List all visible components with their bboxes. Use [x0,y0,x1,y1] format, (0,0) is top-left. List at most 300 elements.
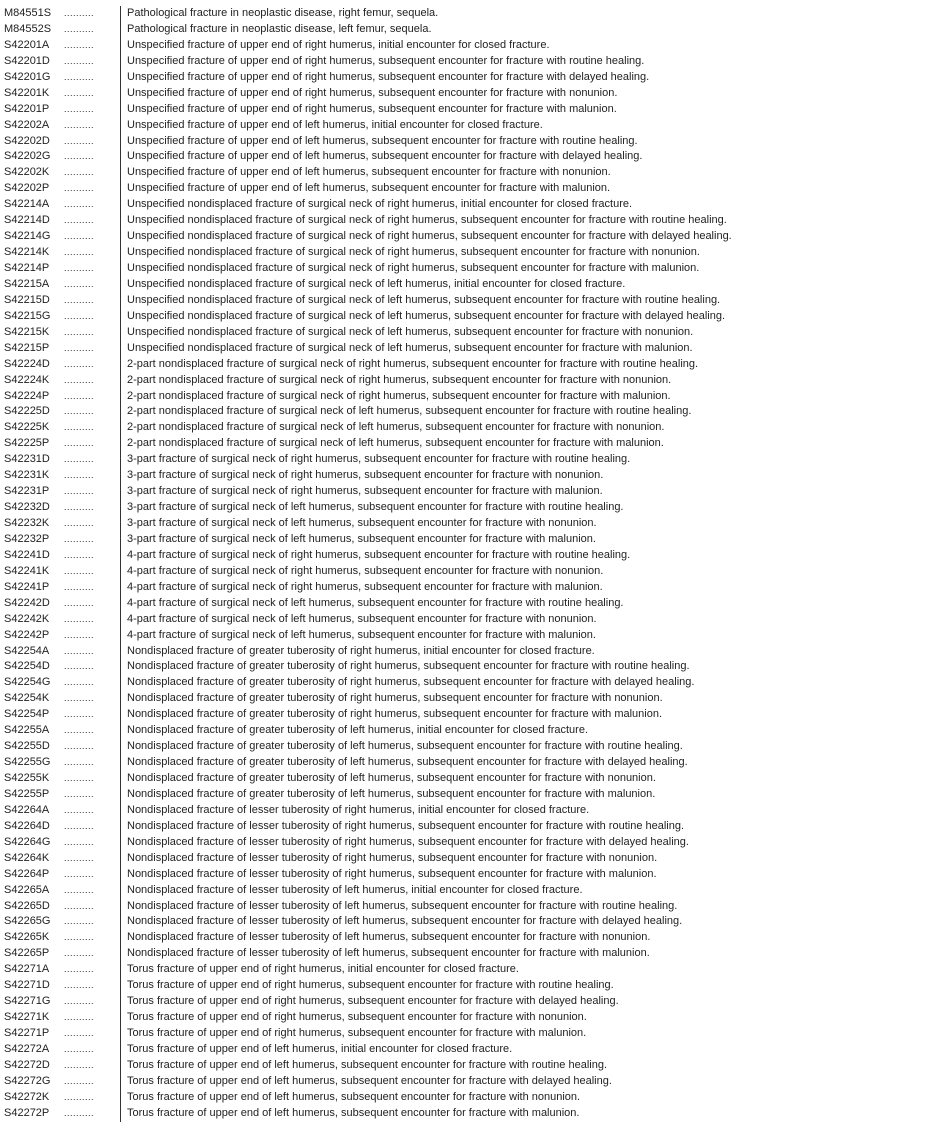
code-value: S42254G [4,676,51,689]
code-description: Nondisplaced fracture of lesser tuberosity of left humerus, subsequent encounter for fracture with malunion. [127,947,650,960]
code-value: S42215G [4,309,51,322]
code-row [4,70,934,86]
code-description: 3-part fracture of surgical neck of right humerus, subsequent encounter for fracture with routine healing. [127,453,631,466]
dot-leader: .......... [64,310,95,321]
dot-leader: .......... [64,326,95,337]
code-row [4,1010,934,1026]
dot-leader: .......... [64,55,95,66]
dot-leader: .......... [64,725,95,736]
code-description: 2-part nondisplaced fracture of surgical neck of right humerus, subsequent encounter for fracture with routine healing. [127,357,699,370]
code-value: M84552S [4,22,52,35]
dot-leader: .......... [64,645,95,656]
code-value: S42255K [4,772,50,784]
code-row [4,420,934,436]
column-divider [120,883,121,899]
column-divider [120,484,121,500]
code-value: S42201G [4,70,51,83]
dot-leader: .......... [64,661,95,672]
code-description: 2-part nondisplaced fracture of surgical neck of right humerus, subsequent encounter for fracture with nonunion. [127,373,672,386]
code-value: M84551S [4,7,52,19]
code-value: S42231P [4,485,50,498]
dot-leader: .......... [64,438,95,449]
code-value: S42242P [4,628,50,641]
column-divider [120,707,121,723]
code-value: S42202G [4,150,51,163]
code-row [4,994,934,1010]
code-value: S42271P [4,1027,50,1039]
code-value: S42231K [4,469,50,482]
dot-leader: .......... [64,820,95,831]
column-divider [120,102,121,118]
dot-leader: .......... [64,597,95,608]
column-divider [120,787,121,803]
column-divider [120,1106,121,1122]
dot-leader: .......... [64,422,95,433]
column-divider [120,373,121,389]
code-description: Nondisplaced fracture of greater tuberosity of left humerus, initial encounter for closed fracture. [127,724,589,737]
dot-leader: .......... [64,1091,95,1102]
code-row [4,500,934,516]
dot-leader: .......... [64,502,95,513]
code-value: S42241P [4,580,50,593]
column-divider [120,6,121,22]
code-row [4,1106,934,1122]
code-row [4,484,934,500]
column-divider [120,612,121,628]
code-description: Nondisplaced fracture of lesser tuberosity of right humerus, subsequent encounter for fracture with delayed healing. [127,835,689,848]
code-description: Nondisplaced fracture of greater tuberosity of left humerus, subsequent encounter for fracture with malunion. [127,787,656,800]
code-value: S42242D [4,596,50,609]
dot-leader: .......... [64,773,95,783]
code-value: S42231D [4,453,50,466]
code-description: 3-part fracture of surgical neck of right humerus, subsequent encounter for fracture with malunion. [127,485,603,498]
code-value: S42202P [4,182,50,195]
column-divider [120,1026,121,1042]
dot-leader: .......... [64,183,95,194]
dot-leader: .......... [64,103,95,114]
code-row [4,373,934,389]
dot-leader: .......... [64,709,95,720]
dot-leader: .......... [64,294,95,305]
dot-leader: .......... [64,804,95,815]
code-value: S42214D [4,214,50,227]
code-description: 4-part fracture of surgical neck of left humerus, subsequent encounter for fracture with malunion. [127,628,596,641]
dot-leader: .......... [64,1059,95,1070]
column-divider [120,914,121,930]
code-row [4,516,934,532]
code-row [4,564,934,580]
code-row [4,197,934,213]
code-description: Torus fracture of upper end of left humerus, initial encounter for closed fracture. [127,1042,513,1055]
code-value: S42241D [4,548,50,561]
code-value: S42255G [4,756,51,769]
dot-leader: .......... [64,454,95,465]
code-value: S42254P [4,708,50,721]
dot-leader: .......... [64,87,95,98]
code-description: Unspecified fracture of upper end of left humerus, subsequent encounter for fracture with nonunion. [127,166,611,179]
column-divider [120,962,121,978]
code-description: 4-part fracture of surgical neck of right humerus, subsequent encounter for fracture with routine healing. [127,548,631,561]
dot-leader: .......... [64,23,95,34]
code-value: S42201D [4,54,50,67]
column-divider [120,22,121,38]
column-divider [120,213,121,229]
column-divider [120,930,121,946]
code-description: 4-part fracture of surgical neck of left humerus, subsequent encounter for fracture with nonunion. [127,612,597,625]
dot-leader: .......... [64,199,95,210]
column-divider [120,149,121,165]
column-divider [120,165,121,181]
dot-leader: .......... [64,390,95,401]
code-value: S42264G [4,835,51,848]
dot-leader: .......... [64,247,95,258]
code-description: Nondisplaced fracture of lesser tuberosity of left humerus, initial encounter for closed fracture. [127,883,583,896]
code-value: S42215P [4,341,50,354]
code-value: S42232P [4,532,50,545]
code-row [4,1090,934,1106]
dot-leader: .......... [64,278,95,289]
code-value: S42271K [4,1011,50,1024]
dot-leader: .......... [64,119,95,130]
column-divider [120,819,121,835]
code-row [4,899,934,915]
code-value: S42232D [4,501,50,514]
dot-leader: .......... [64,8,95,18]
column-divider [120,771,121,787]
dot-leader: .......... [64,613,95,624]
column-divider [120,118,121,134]
code-description: Torus fracture of upper end of right humerus, initial encounter for closed fracture. [127,963,519,976]
code-description: 3-part fracture of surgical neck of left humerus, subsequent encounter for fracture with nonunion. [127,517,597,529]
code-description: Nondisplaced fracture of greater tuberosity of left humerus, subsequent encounter for fracture with delayed healing. [127,756,688,769]
code-description: 3-part fracture of surgical neck of left humerus, subsequent encounter for fracture with routine healing. [127,501,624,514]
code-description: Unspecified nondisplaced fracture of surgical neck of left humerus, subsequent encounter for fracture with malunion. [127,341,693,354]
column-divider [120,628,121,644]
column-divider [120,580,121,596]
code-row [4,819,934,835]
code-value: S42254D [4,660,50,673]
dot-leader: .......... [64,757,95,768]
code-description: Unspecified fracture of upper end of left humerus, subsequent encounter for fracture with delayed healing. [127,150,643,163]
dot-leader: .......... [64,677,95,688]
column-divider [120,564,121,580]
dot-leader: .......... [64,629,95,640]
code-value: S42224K [4,373,50,386]
code-description: Nondisplaced fracture of lesser tuberosity of right humerus, subsequent encounter for fracture with malunion. [127,867,657,880]
code-row [4,628,934,644]
code-value: S42264P [4,867,50,880]
column-divider [120,452,121,468]
dot-leader: .......... [64,518,95,528]
code-row [4,165,934,181]
column-divider [120,899,121,915]
column-divider [120,70,121,86]
dot-leader: .......... [64,1028,95,1038]
dot-leader: .......... [64,1043,95,1054]
code-description: Unspecified nondisplaced fracture of surgical neck of left humerus, subsequent encounter for fracture with nonunion. [127,325,694,338]
code-description: Nondisplaced fracture of lesser tuberosity of right humerus, subsequent encounter for fracture with routine healing. [127,819,685,832]
code-row [4,54,934,70]
code-row [4,787,934,803]
code-description: Nondisplaced fracture of greater tuberosity of right humerus, subsequent encounter for fracture with malunion. [127,708,663,721]
code-value: S42202D [4,134,50,147]
code-row [4,612,934,628]
code-value: S42202K [4,166,50,179]
column-divider [120,436,121,452]
column-divider [120,994,121,1010]
column-divider [120,548,121,564]
column-divider [120,755,121,771]
column-divider [120,978,121,994]
code-description: Nondisplaced fracture of lesser tuberosity of left humerus, subsequent encounter for fracture with delayed healing. [127,915,683,928]
code-row [4,22,934,38]
column-divider [120,245,121,261]
code-value: S42232K [4,517,50,529]
code-value: S42272G [4,1074,51,1087]
code-row [4,691,934,707]
dot-leader: .......... [64,948,95,959]
column-divider [120,277,121,293]
code-description: 4-part fracture of surgical neck of right humerus, subsequent encounter for fracture with malunion. [127,580,603,593]
code-value: S42254A [4,644,50,657]
code-value: S42241K [4,564,50,577]
dot-leader: .......... [64,470,95,481]
code-value: S42255D [4,740,50,753]
code-row [4,946,934,962]
dot-leader: .......... [64,1012,95,1023]
code-value: S42265D [4,899,50,912]
dot-leader: .......... [64,39,95,50]
code-description: Unspecified nondisplaced fracture of surgical neck of right humerus, subsequent encounter for fracture with delayed healing. [127,230,732,243]
code-value: S42214K [4,246,50,259]
code-row [4,1026,934,1042]
code-row [4,357,934,373]
code-description: 3-part fracture of surgical neck of left humerus, subsequent encounter for fracture with malunion. [127,532,596,545]
code-description: 2-part nondisplaced fracture of surgical neck of left humerus, subsequent encounter for fracture with routine healing. [127,405,692,418]
dot-leader: .......... [64,693,95,704]
code-description: Torus fracture of upper end of right humerus, subsequent encounter for fracture with delayed healing. [127,995,619,1008]
column-divider [120,197,121,213]
column-divider [120,867,121,883]
code-description: Nondisplaced fracture of lesser tuberosity of right humerus, subsequent encounter for fracture with nonunion. [127,851,658,864]
code-row [4,707,934,723]
code-value: S42265P [4,947,50,960]
column-divider [120,134,121,150]
code-row [4,1058,934,1074]
code-row [4,468,934,484]
code-row [4,341,934,357]
column-divider [120,644,121,660]
column-divider [120,181,121,197]
code-description: Torus fracture of upper end of right humerus, subsequent encounter for fracture with routine healing. [127,979,614,992]
code-description: Torus fracture of upper end of right humerus, subsequent encounter for fracture with malunion. [127,1027,587,1039]
code-value: S42224P [4,389,50,402]
dot-leader: .......... [64,167,95,178]
code-description: Nondisplaced fracture of greater tuberosity of right humerus, initial encounter for closed fracture. [127,644,595,657]
dot-leader: .......... [64,533,95,544]
column-divider [120,1010,121,1026]
dot-leader: .......... [64,868,95,879]
code-value: S42255P [4,787,50,800]
code-row [4,404,934,420]
code-row [4,102,934,118]
dot-leader: .......... [64,1075,95,1086]
code-row [4,978,934,994]
dot-leader: .......... [64,263,95,273]
code-row [4,532,934,548]
code-value: S42271G [4,995,51,1008]
code-value: S42242K [4,612,50,625]
code-value: S42265K [4,931,50,944]
code-row [4,277,934,293]
code-row [4,134,934,150]
column-divider [120,404,121,420]
code-description: Unspecified nondisplaced fracture of surgical neck of right humerus, subsequent encounter for fracture with nonunion. [127,246,700,259]
code-value: S42272P [4,1106,50,1119]
code-row [4,1042,934,1058]
column-divider [120,659,121,675]
dot-leader: .......... [64,852,95,863]
code-description: Pathological fracture in neoplastic disease, left femur, sequela. [127,22,432,35]
code-description: 2-part nondisplaced fracture of surgical neck of right humerus, subsequent encounter for fracture with malunion. [127,389,671,402]
column-divider [120,357,121,373]
code-description: Unspecified nondisplaced fracture of surgical neck of right humerus, subsequent encounter for fracture with routine healing. [127,214,727,227]
code-description: Torus fracture of upper end of left humerus, subsequent encounter for fracture with routine healing. [127,1058,607,1071]
column-divider [120,1058,121,1074]
column-divider [120,293,121,309]
dot-leader: .......... [64,788,95,799]
code-value: S42215D [4,293,50,306]
code-value: S42272A [4,1042,50,1055]
code-description: Unspecified fracture of upper end of right humerus, subsequent encounter for fracture with nonunion. [127,86,618,99]
code-description: Unspecified nondisplaced fracture of surgical neck of right humerus, subsequent encounter for fracture with malunion. [127,262,700,274]
dot-leader: .......... [64,996,95,1007]
code-row [4,962,934,978]
code-description: Unspecified nondisplaced fracture of surgical neck of left humerus, initial encounter for closed fracture. [127,277,626,290]
code-row [4,596,934,612]
column-divider [120,1074,121,1090]
code-row [4,723,934,739]
code-row [4,149,934,165]
dot-leader: .......... [64,900,95,911]
code-row [4,181,934,197]
column-divider [120,532,121,548]
column-divider [120,54,121,70]
dot-leader: .......... [64,215,95,226]
code-description: Unspecified fracture of upper end of left humerus, subsequent encounter for fracture with routine healing. [127,134,638,147]
code-row [4,86,934,102]
dot-leader: .......... [64,980,95,991]
code-value: S42272D [4,1058,50,1071]
dot-leader: .......... [64,71,95,82]
code-description: Unspecified fracture of upper end of right humerus, subsequent encounter for fracture with routine healing. [127,54,645,67]
column-divider [120,835,121,851]
column-divider [120,516,121,532]
code-value: S42272K [4,1090,50,1103]
code-row [4,452,934,468]
code-description: Unspecified fracture of upper end of right humerus, initial encounter for closed fracture. [127,38,550,51]
code-description: Nondisplaced fracture of greater tuberosity of right humerus, subsequent encounter for fracture with delayed healing. [127,676,695,689]
code-row [4,835,934,851]
code-row [4,548,934,564]
code-value: S42201K [4,86,50,99]
dot-leader: .......... [64,1107,95,1118]
code-value: S42271A [4,963,50,976]
code-value: S42271D [4,979,50,992]
code-row [4,389,934,405]
code-description: Nondisplaced fracture of lesser tuberosity of left humerus, subsequent encounter for fracture with routine healing. [127,899,678,912]
code-value: S42214G [4,230,51,243]
code-row [4,755,934,771]
code-row [4,325,934,341]
column-divider [120,723,121,739]
code-value: S42264K [4,851,50,864]
code-row [4,851,934,867]
code-value: S42201A [4,38,50,51]
column-divider [120,309,121,325]
code-row [4,867,934,883]
code-description: Unspecified fracture of upper end of right humerus, subsequent encounter for fracture with delayed healing. [127,70,650,83]
code-description: Torus fracture of upper end of left humerus, subsequent encounter for fracture with nonunion. [127,1090,581,1103]
code-description: Nondisplaced fracture of lesser tuberosity of left humerus, subsequent encounter for fracture with nonunion. [127,931,651,944]
dot-leader: .......... [64,741,95,752]
dot-leader: .......... [64,342,95,353]
code-description: Unspecified fracture of upper end of left humerus, initial encounter for closed fracture. [127,118,543,131]
code-value: S42264A [4,803,50,816]
code-description: Unspecified fracture of upper end of right humerus, subsequent encounter for fracture with malunion. [127,102,617,115]
code-description: 3-part fracture of surgical neck of right humerus, subsequent encounter for fracture with nonunion. [127,469,604,482]
column-divider [120,946,121,962]
dot-leader: .......... [64,549,95,560]
code-description: Unspecified fracture of upper end of left humerus, subsequent encounter for fracture with malunion. [127,182,611,195]
code-row [4,213,934,229]
dot-leader: .......... [64,358,95,369]
code-value: S42264D [4,819,50,832]
code-list [4,6,934,1122]
dot-leader: .......... [64,836,95,847]
code-row [4,930,934,946]
code-description: Torus fracture of upper end of right humerus, subsequent encounter for fracture with nonunion. [127,1011,587,1024]
column-divider [120,341,121,357]
code-row [4,803,934,819]
column-divider [120,851,121,867]
code-description: Nondisplaced fracture of greater tuberosity of right humerus, subsequent encounter for fracture with nonunion. [127,692,663,705]
code-value: S42265A [4,883,50,896]
code-description: 4-part fracture of surgical neck of left humerus, subsequent encounter for fracture with routine healing. [127,596,624,609]
code-description: Nondisplaced fracture of lesser tuberosity of right humerus, initial encounter for closed fracture. [127,803,590,816]
code-description: Torus fracture of upper end of left humerus, subsequent encounter for fracture with delayed healing. [127,1074,612,1087]
dot-leader: .......... [64,565,95,576]
column-divider [120,420,121,436]
column-divider [120,500,121,516]
dot-leader: .......... [64,374,95,385]
code-row [4,118,934,134]
code-value: S42254K [4,692,50,705]
code-value: S42214P [4,262,50,274]
code-description: 4-part fracture of surgical neck of right humerus, subsequent encounter for fracture with nonunion. [127,564,604,577]
code-description: Nondisplaced fracture of greater tuberosity of left humerus, subsequent encounter for fracture with routine healing. [127,740,683,753]
code-value: S42265G [4,915,51,928]
code-description: 2-part nondisplaced fracture of surgical neck of left humerus, subsequent encounter for fracture with nonunion. [127,421,665,434]
code-value: S42215K [4,325,50,338]
code-value: S42215A [4,277,50,290]
code-row [4,309,934,325]
code-description: Pathological fracture in neoplastic disease, right femur, sequela. [127,7,439,19]
code-description: Torus fracture of upper end of left humerus, subsequent encounter for fracture with malunion. [127,1106,580,1119]
column-divider [120,229,121,245]
code-row [4,261,934,277]
dot-leader: .......... [64,884,95,895]
